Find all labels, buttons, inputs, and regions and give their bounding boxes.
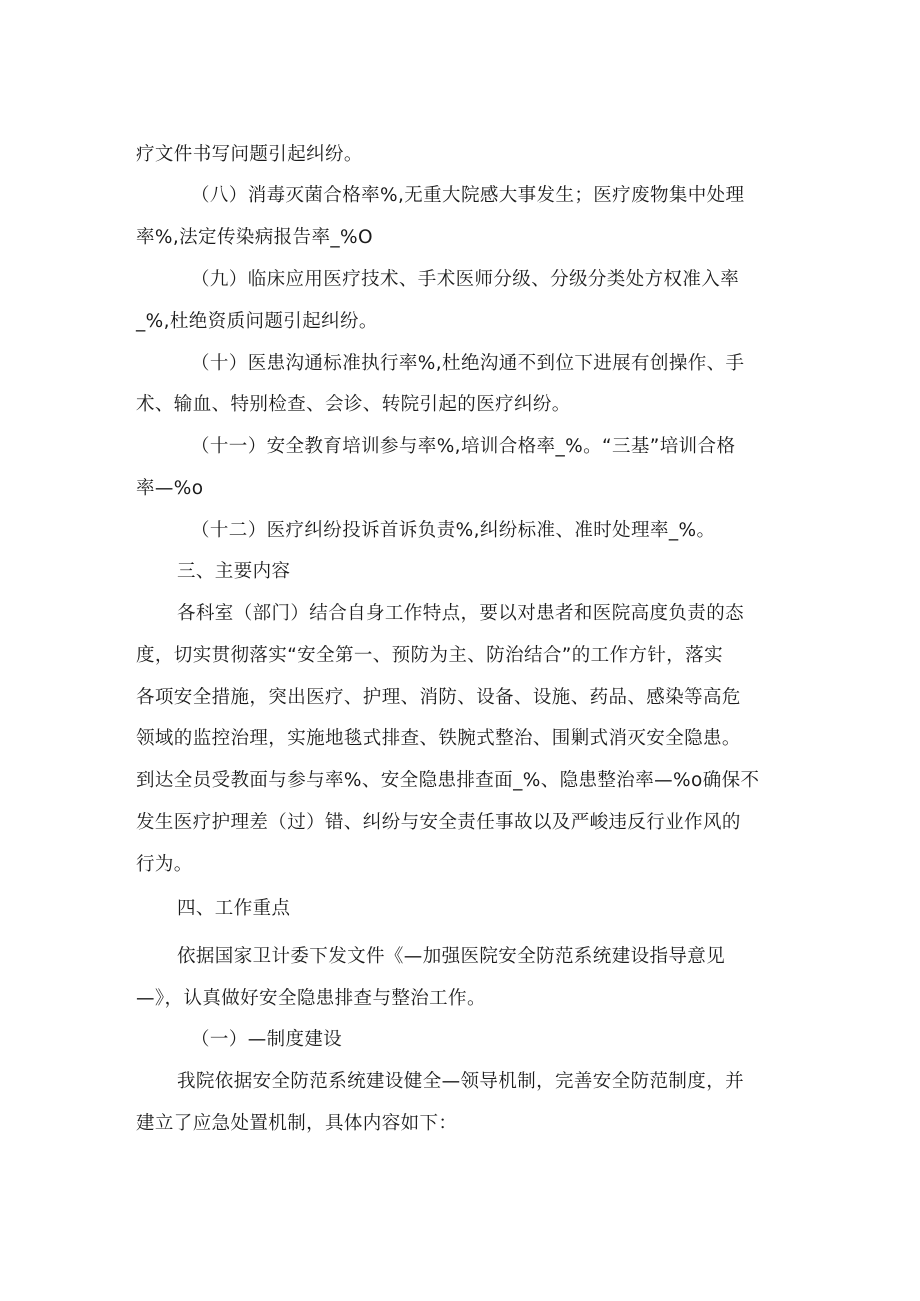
paragraph-line: （八）消毒灭菌合格率%,无重大院感大事发生；医疗废物集中处理 <box>191 185 745 206</box>
paragraph-line: （十二）医疗纠纷投诉首诉负责%,纠纷标准、准时处理率_%。 <box>191 520 716 541</box>
paragraph-line: 领域的监控治理，实施地毯式排查、铁腕式整治、围剿式消灭安全隐患。 <box>136 728 741 749</box>
paragraph-line: 建立了应急处置机制，具体内容如下： <box>136 1113 458 1134</box>
paragraph-line: 率%,法定传染病报告率_%O <box>136 227 373 248</box>
subsection-heading: （一）—制度建设 <box>191 1029 343 1050</box>
paragraph-line: 各项安全措施，突出医疗、护理、消防、设备、设施、药品、感染等高危 <box>136 687 741 708</box>
paragraph-line: 率—%o <box>136 478 204 499</box>
section-heading: 三、主要内容 <box>177 561 291 582</box>
paragraph-line: 疗文件书写问题引起纠纷。 <box>136 144 363 165</box>
paragraph-line: 行为。 <box>136 854 193 875</box>
paragraph-line: （十）医患沟通标准执行率%,杜绝沟通不到位下进展有创操作、手 <box>191 353 745 374</box>
paragraph-line: 度，切实贯彻落实“安全第一、预防为主、防治结合”的工作方针，落实 <box>136 645 723 666</box>
paragraph-line: 发生医疗护理差（过）错、纠纷与安全责任事故以及严峻违反行业作风的 <box>136 812 741 833</box>
paragraph-line: 术、输血、特别检查、会诊、转院引起的医疗纠纷。 <box>136 394 571 415</box>
paragraph-line: —》，认真做好安全隐患排查与整治工作。 <box>136 988 486 1009</box>
paragraph-line: _%,杜绝资质问题引起纠纷。 <box>136 311 378 332</box>
paragraph-line: 各科室（部门）结合自身工作特点，要以对患者和医院高度负责的态 <box>177 603 745 624</box>
paragraph-line: 依据国家卫计委下发文件《—加强医院安全防范系统建设指导意见 <box>177 946 726 967</box>
section-heading: 四、工作重点 <box>177 898 291 919</box>
paragraph-line: 我院依据安全防范系统建设健全—领导机制，完善安全防范制度，并 <box>177 1071 745 1092</box>
paragraph-line: （九）临床应用医疗技术、手术医师分级、分级分类处方权准入率 <box>191 269 740 290</box>
paragraph-line: （十一）安全教育培训参与率%,培训合格率_%。“三基”培训合格 <box>191 436 736 457</box>
paragraph-line: 到达全员受教面与参与率%、安全隐患排查面_%、隐患整治率—%o确保不 <box>136 770 760 791</box>
